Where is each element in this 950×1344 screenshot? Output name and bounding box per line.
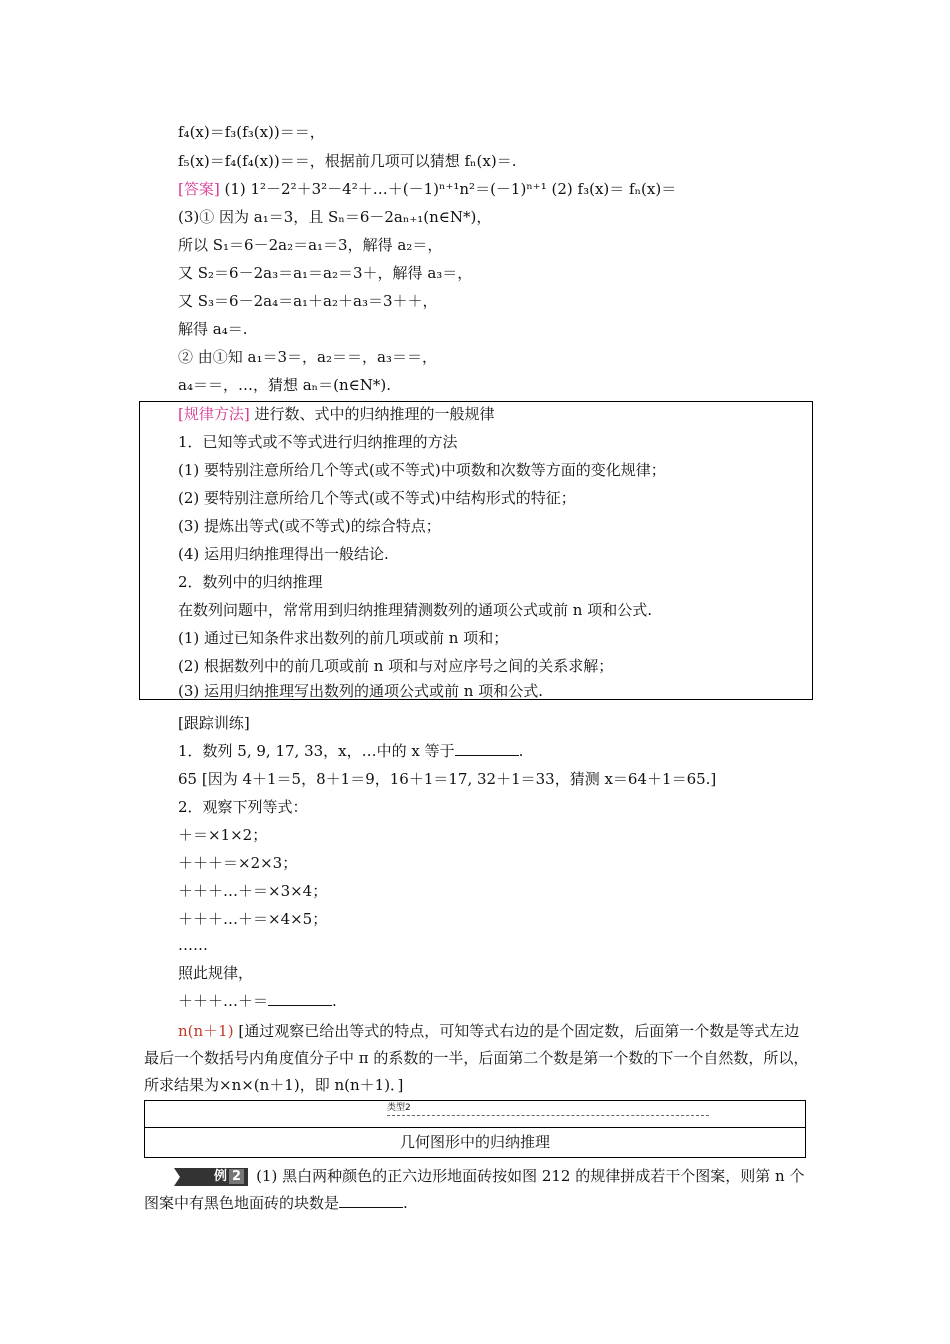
training-label: [跟踪训练]	[178, 714, 250, 732]
a3-line-7: a₄＝＝，…，猜想 aₙ＝(n∈N*).	[178, 376, 392, 394]
answer-blank	[339, 1193, 403, 1208]
method-item: (1) 要特别注意所给几个等式(或不等式)中项数和次数等方面的变化规律；	[178, 461, 666, 479]
example-badge	[174, 1168, 248, 1186]
method-header	[178, 403, 495, 425]
question-1-end: .	[518, 742, 524, 760]
equation-4: ＋＋＋…＋＝×4×5；	[178, 910, 328, 928]
equation-3: ＋＋＋…＋＝×3×4；	[178, 882, 328, 900]
example-badge-text: 例	[214, 1169, 228, 1184]
type-title: 几何图形中的归纳推理	[399, 1133, 550, 1151]
example-number: 2	[229, 1169, 244, 1184]
example-2	[144, 1163, 812, 1217]
f4-line: f₄(x)＝f₃(f₃(x))＝＝，	[178, 123, 325, 141]
final-equation-end: .	[332, 992, 337, 1010]
type-header-box	[144, 1100, 806, 1158]
type-label: 类型2	[387, 1103, 709, 1116]
method-item: (4) 运用归纳推理得出一般结论.	[178, 545, 389, 563]
answer-label: [答案]	[178, 180, 220, 198]
a3-line-5: 解得 a₄＝.	[178, 320, 248, 338]
answer-blank	[455, 741, 519, 756]
method-item: (2) 根据数列中的前几项或前 n 项和与对应序号之间的关系求解；	[178, 657, 614, 675]
method-item: (3) 运用归纳推理写出数列的通项公式或前 n 项和公式.	[178, 682, 543, 700]
method-title: 进行数、式中的归纳推理的一般规律	[249, 405, 495, 423]
a3-line-3: 又 S₂＝6－2a₃＝a₁＝a₂＝3＋，解得 a₃＝，	[178, 264, 473, 282]
method-item: (2) 要特别注意所给几个等式(或不等式)中结构形式的特征；	[178, 489, 576, 507]
question-2-answer	[144, 1018, 812, 1099]
method-item: 2．数列中的归纳推理	[178, 573, 323, 591]
final-equation-text: ＋＋＋…＋＝	[178, 992, 269, 1010]
method-item: (1) 通过已知条件求出数列的前几项或前 n 项和；	[178, 629, 509, 647]
answer-text: (1) 1²－2²＋3²－4²＋…＋(－1)ⁿ⁺¹n²＝(－1)ⁿ⁺¹ (2) f₃(x)＝ fₙ(x)＝	[219, 180, 677, 198]
answer-line	[178, 178, 676, 200]
method-label: [规律方法]	[178, 405, 250, 423]
equation-2: ＋＋＋＝×2×3；	[178, 854, 298, 872]
a3-line-1: (3)① 因为 a₁＝3，且 Sₙ＝6－2aₙ₊₁(n∈N*)，	[178, 208, 492, 226]
question-1-answer: 65 [因为 4＋1＝5，8＋1＝9，16＋1＝17, 32＋1＝33，猜测 x＝64＋1＝65.]	[178, 770, 717, 788]
ellipsis: ……	[178, 936, 208, 954]
a3-line-4: 又 S₃＝6－2a₄＝a₁＋a₂＋a₃＝3＋＋，	[178, 292, 438, 310]
final-equation	[178, 990, 337, 1012]
answer-explanation: [通过观察已给出等式的特点，可知等式右边的是个固定数，后面第一个数是等式左边最后一个数括号内角度值分子中 π 的系数的一半，后面第二个数是第一个数的下一个自然数，所以，所求结果为×n×(n＋1)，即 n(n＋1)．]	[144, 1022, 809, 1094]
a3-line-6: ② 由①知 a₁＝3＝，a₂＝＝，a₃＝＝，	[178, 348, 437, 366]
divider	[145, 1127, 805, 1128]
answer-blank	[268, 991, 332, 1006]
method-item: 在数列问题中，常常用到归纳推理猜测数列的通项公式或前 n 项和公式.	[178, 601, 652, 619]
example-text: (1) 黑白两种颜色的正六边形地面砖按如图 212 的规律拼成若干个图案，则第 n 个图案中有黑色地面砖的块数是	[144, 1167, 805, 1212]
rule-text: 照此规律，	[178, 964, 254, 982]
question-1-text: 1．数列 5, 9, 17, 33，x，…中的 x 等于	[178, 742, 455, 760]
equation-1: ＋＝×1×2；	[178, 826, 268, 844]
example-end: .	[403, 1194, 408, 1212]
question-1	[178, 740, 523, 762]
f5-line: f₅(x)＝f₄(f₄(x))＝＝，根据前几项可以猜想 fₙ(x)＝.	[178, 152, 517, 170]
answer-red: n(n＋1)	[178, 1022, 234, 1040]
method-item: (3) 提炼出等式(或不等式)的综合特点；	[178, 517, 441, 535]
question-2: 2．观察下列等式：	[178, 798, 308, 816]
a3-line-2: 所以 S₁＝6－2a₂＝a₁＝3，解得 a₂＝，	[178, 236, 443, 254]
method-item: 1．已知等式或不等式进行归纳推理的方法	[178, 433, 458, 451]
